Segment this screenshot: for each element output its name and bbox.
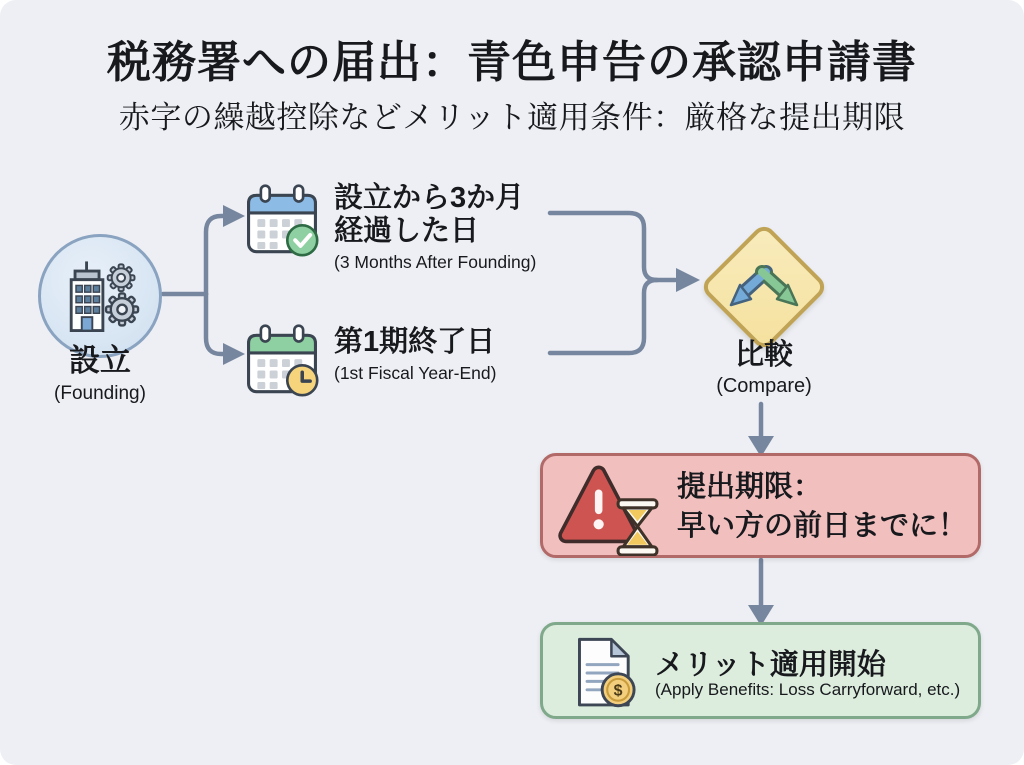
benefit-box <box>540 622 981 719</box>
founding-labels <box>10 344 190 405</box>
milestone-bottom-line1: 第1期終了日 <box>334 326 496 358</box>
calendar-clock-icon <box>238 316 326 404</box>
benefit-label: メリット適用開始 <box>655 649 886 681</box>
milestone-top <box>334 182 536 273</box>
compare-labels <box>684 340 844 398</box>
building-gears-icon <box>52 248 148 344</box>
milestone-bottom <box>334 326 496 384</box>
founding-label: 設立 <box>69 343 131 378</box>
page-title: 税務署への届出：青色申告の承認申請書 <box>107 38 917 87</box>
milestone-bottom-sublabel: (1st Fiscal Year-End) <box>334 363 497 383</box>
compare-sublabel: (Compare) <box>716 374 812 397</box>
deadline-line2: 早い方の前日までに！ <box>677 510 968 542</box>
deadline-line1: 提出期限： <box>677 471 823 503</box>
deadline-text <box>677 468 967 546</box>
split-arrows-icon <box>712 252 816 326</box>
dollar-glyph: $ <box>613 682 623 700</box>
founding-node <box>38 234 162 358</box>
deadline-box <box>540 453 981 558</box>
document-coin-icon <box>561 631 645 715</box>
milestone-top-line1: 設立から3か月 <box>334 182 525 214</box>
milestone-top-sublabel: (3 Months After Founding) <box>334 252 537 272</box>
compare-label: 比較 <box>734 339 793 371</box>
milestone-top-line2: 経過した日 <box>334 215 480 247</box>
founding-sublabel: (Founding) <box>54 383 146 405</box>
warning-hourglass-icon <box>555 464 673 556</box>
benefit-sublabel: (Apply Benefits: Loss Carryforward, etc.) <box>655 680 961 699</box>
page-subtitle: 赤字の繰越控除などメリット適用条件：厳格な提出期限 <box>118 100 906 135</box>
calendar-check-icon <box>238 176 326 264</box>
